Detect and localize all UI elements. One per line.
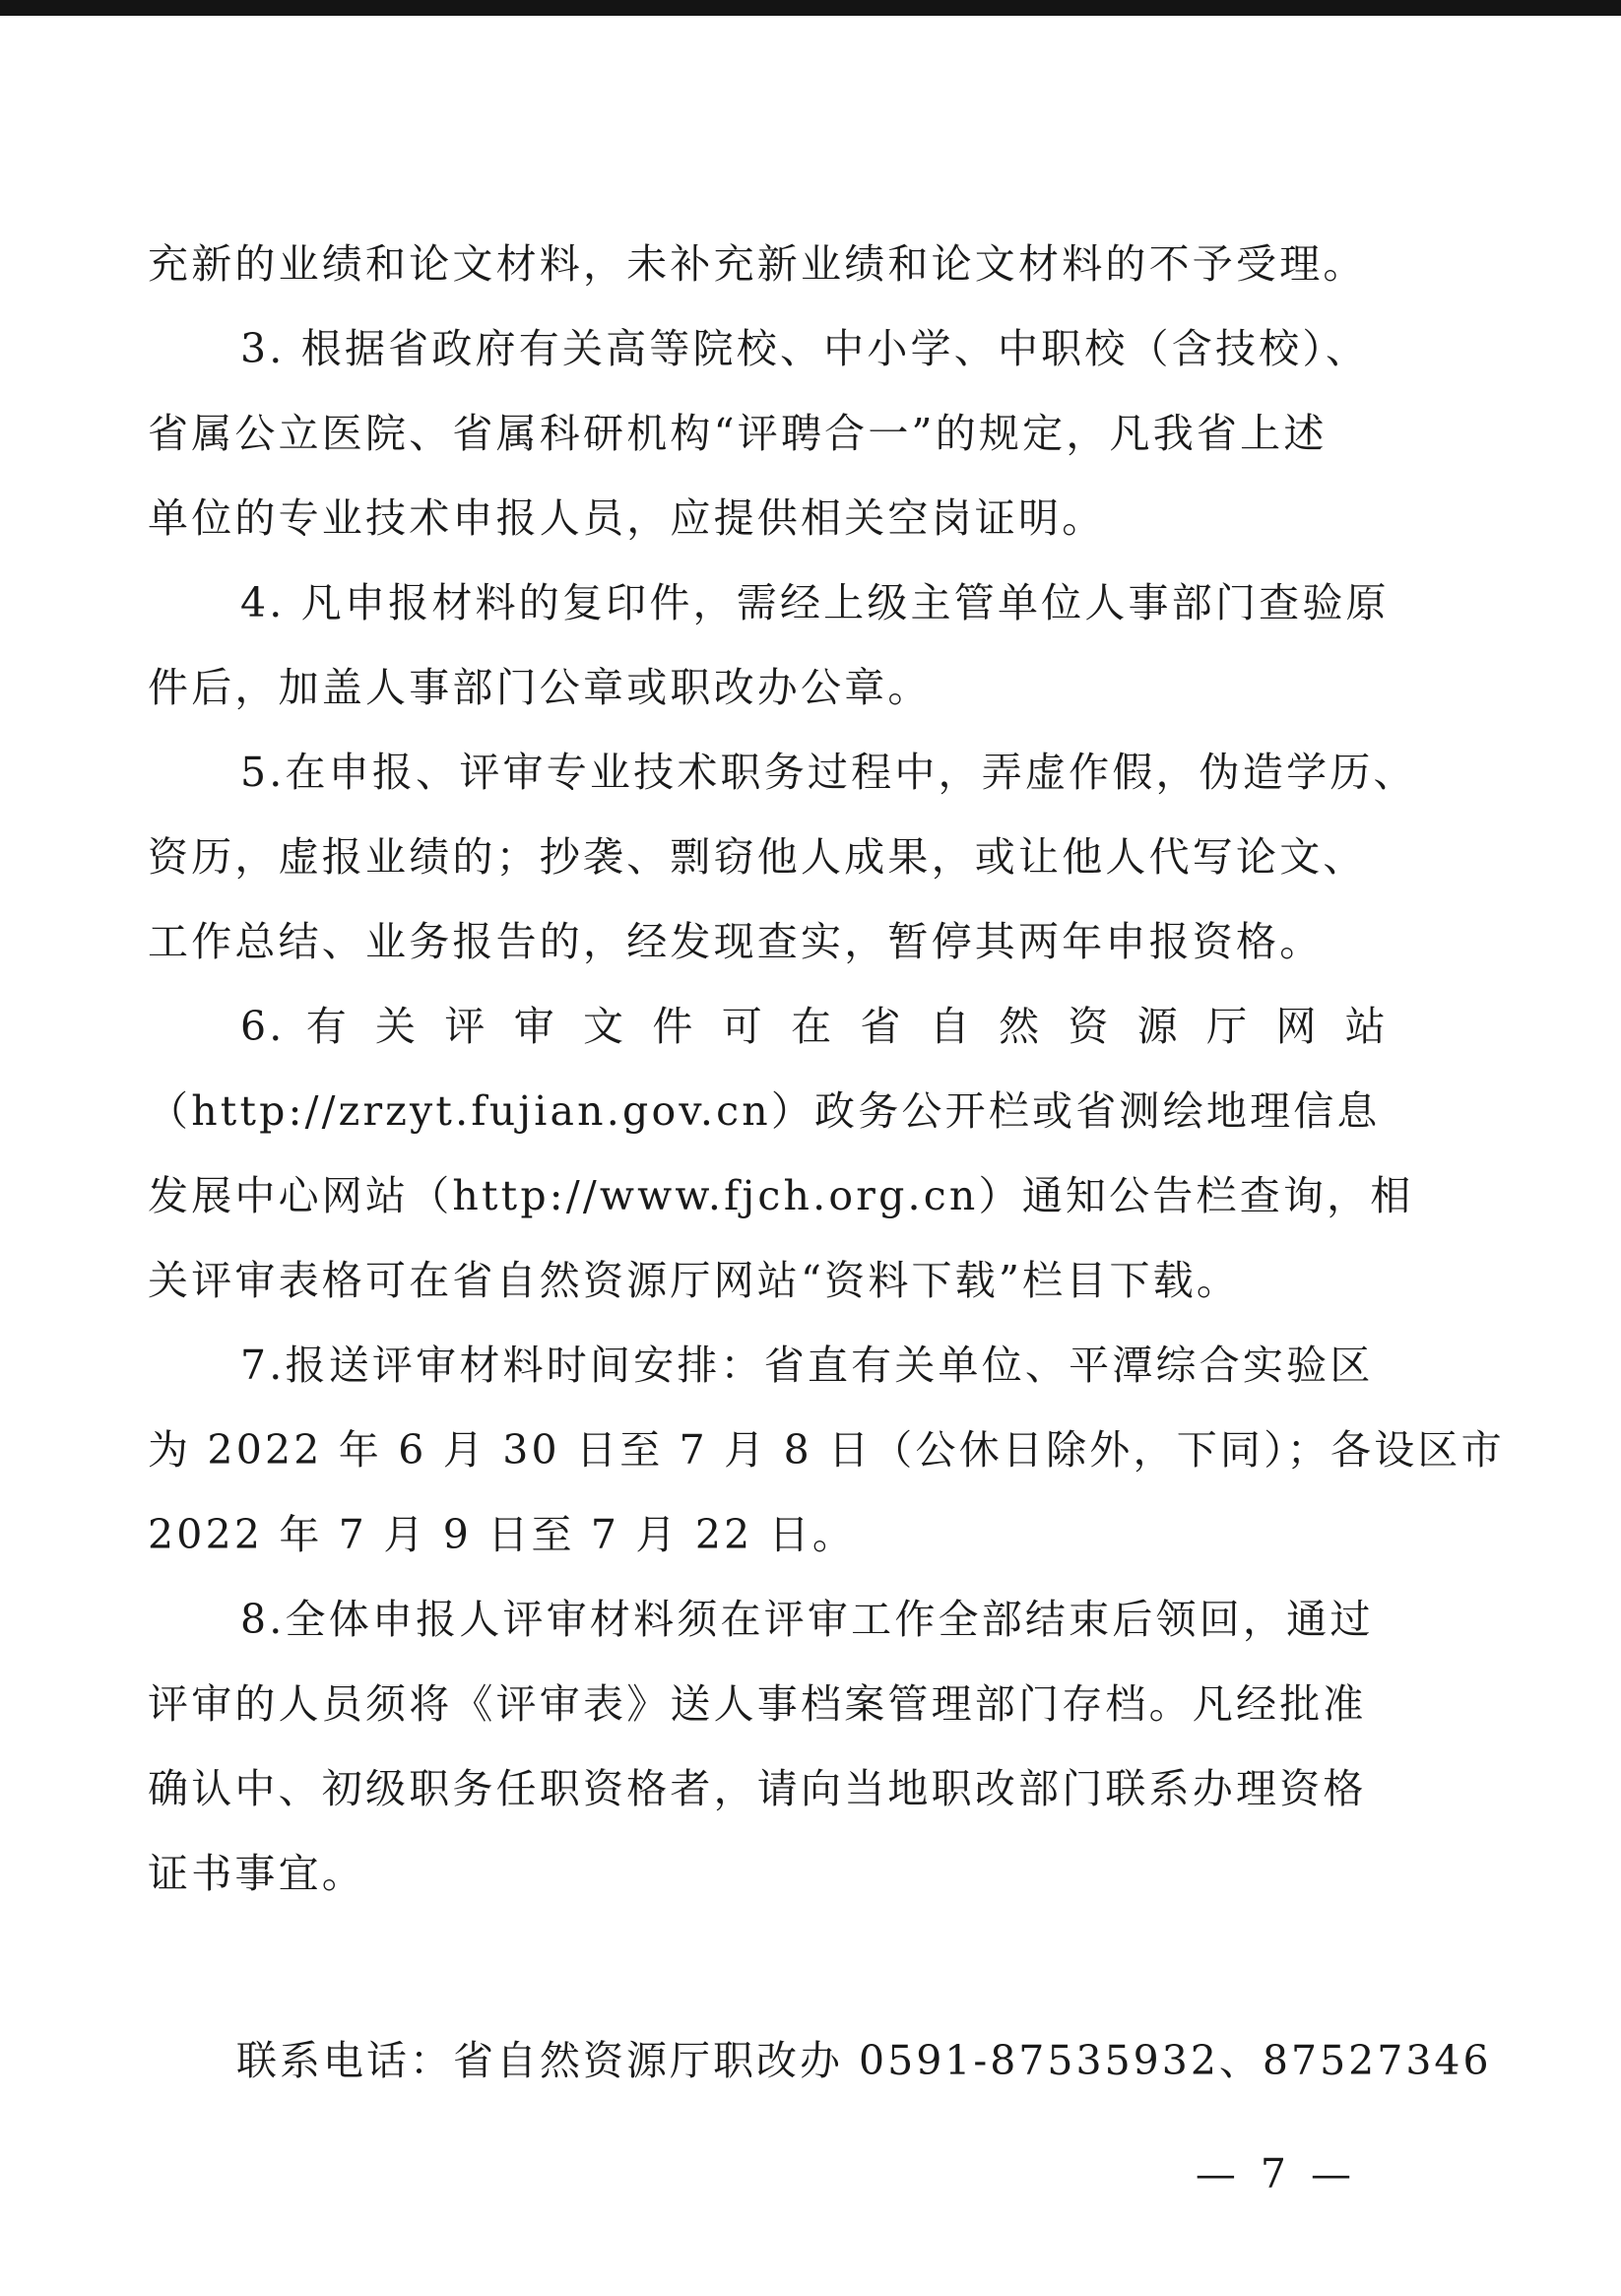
item-4-line-1: 4. 凡申报材料的复印件，需经上级主管单位人事部门查验原	[240, 579, 1390, 626]
item-8-line-2: 评审的人员须将《评审表》送人事档案管理部门存档。凡经批准	[148, 1680, 1367, 1728]
item-8-line-3: 确认中、初级职务任职资格者，请向当地职改部门联系办理资格	[148, 1765, 1367, 1812]
item-5-line-3: 工作总结、业务报告的，经发现查实，暂停其两年申报资格。	[148, 918, 1324, 965]
document-body	[148, 222, 1505, 1916]
item-3-line-1: 3. 根据省政府有关高等院校、中小学、中职校（含技校）、	[240, 325, 1370, 372]
item-3-line-3: 单位的专业技术申报人员，应提供相关空岗证明。	[148, 494, 1106, 542]
item-8-line-1: 8.全体申报人评审材料须在评审工作全部结束后领回，通过	[240, 1596, 1374, 1643]
item-3-line-2: 省属公立医院、省属科研机构“评聘合一”的规定，凡我省上述	[148, 410, 1328, 457]
item-7-line-1: 7.报送评审材料时间安排：省直有关单位、平潭综合实验区	[240, 1342, 1374, 1389]
item-5-line-2: 资历，虚报业绩的；抄袭、剽窃他人成果，或让他人代写论文、	[148, 833, 1367, 881]
paragraph-2-line-2: 充新的业绩和论文材料，未补充新业绩和论文材料的不予受理。	[148, 240, 1367, 288]
contact-phone: 联系电话：省自然资源厅职改办 0591-87535932、87527346	[236, 2037, 1492, 2084]
item-7-line-2: 为 2022 年 6 月 30 日至 7 月 8 日（公休日除外，下同）；各设区市	[148, 1426, 1505, 1474]
item-8-line-4: 证书事宜。	[148, 1850, 365, 1897]
item-4-line-2: 件后，加盖人事部门公章或职改办公章。	[148, 664, 932, 711]
item-6-line-4: 关评审表格可在省自然资源厅网站“资料下载”栏目下载。	[148, 1257, 1241, 1304]
scan-top-edge	[0, 0, 1621, 16]
item-7-line-3: 2022 年 7 月 9 日至 7 月 22 日。	[148, 1511, 857, 1558]
item-6-line-2: （http://zrzyt.fujian.gov.cn）政务公开栏或省测绘地理信息	[148, 1087, 1381, 1135]
item-6-line-3: 发展中心网站（http://www.fjch.org.cn）通知公告栏查询，相	[148, 1172, 1414, 1219]
item-6-line-1: 6. 有 关 评 审 文 件 可 在 省 自 然 资 源 厅 网 站	[240, 1003, 1389, 1050]
item-5-line-1: 5.在申报、评审专业技术职务过程中，弄虚作假，伪造学历、	[240, 749, 1417, 796]
page-number: — 7 —	[1195, 2150, 1357, 2198]
